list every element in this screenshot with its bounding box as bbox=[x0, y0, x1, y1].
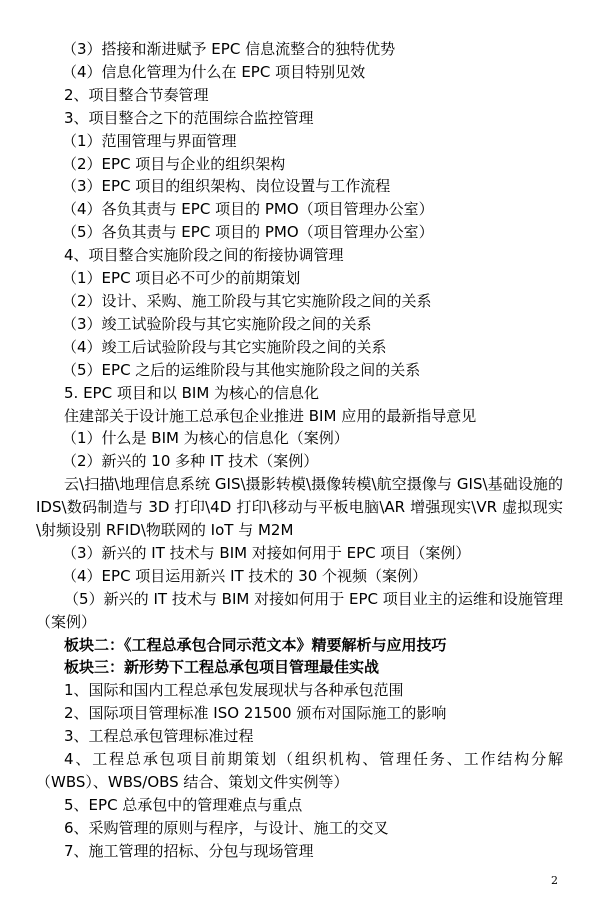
text-line: 2、项目整合节奏管理 bbox=[64, 85, 209, 104]
text-line: 5. EPC 项目和以 BIM 为核心的信息化 bbox=[64, 383, 320, 402]
text-line: （4）EPC 项目运用新兴 IT 技术的 30 个视频（案例） bbox=[62, 566, 428, 585]
text-line: （3）新兴的 IT 技术与 BIM 对接如何用于 EPC 项目（案例） bbox=[62, 543, 471, 562]
text-line: 5、EPC 总承包中的管理难点与重点 bbox=[64, 795, 303, 814]
text-line: （4）竣工后试验阶段与其它实施阶段之间的关系 bbox=[62, 337, 387, 356]
text-line: （3）EPC 项目的组织架构、岗位设置与工作流程 bbox=[62, 177, 391, 196]
text-line: （3）搭接和渐进赋予 EPC 信息流整合的独特优势 bbox=[62, 40, 396, 58]
section-heading: 板块二：《工程总承包合同示范文本》精要解析与应用技巧 bbox=[64, 635, 447, 654]
text-line: 7、施工管理的招标、分包与现场管理 bbox=[64, 841, 314, 860]
planning-paragraph: 4、工程总承包项目前期策划（组织机构、管理任务、工作结构分解（WBS）、WBS/OBS 结合、策划文件实例等） bbox=[36, 750, 563, 791]
text-line: （1）EPC 项目必不可少的前期策划 bbox=[62, 269, 301, 288]
text-line: （3）竣工试验阶段与其它实施阶段之间的关系 bbox=[62, 314, 372, 333]
bim-operations-paragraph: （5）新兴的 IT 技术与 BIM 对接如何用于 EPC 项目业主的运维和设施管理（案例） bbox=[36, 589, 563, 631]
text-line: （4）各负其责与 EPC 项目的 PMO（项目管理办公室） bbox=[62, 200, 434, 219]
text-line: （2）EPC 项目与企业的组织架构 bbox=[62, 154, 286, 173]
text-line: （1）什么是 BIM 为核心的信息化（案例） bbox=[62, 429, 349, 448]
text-line: 2、国际项目管理标准 ISO 21500 颁布对国际施工的影响 bbox=[64, 704, 447, 723]
text-line: 3、项目整合之下的范围综合监控管理 bbox=[64, 108, 314, 127]
text-line: （5）EPC 之后的运维阶段与其他实施阶段之间的关系 bbox=[62, 360, 421, 379]
text-line: （4）信息化管理为什么在 EPC 项目特别见效 bbox=[62, 62, 366, 81]
text-line: 4、项目整合实施阶段之间的衔接协调管理 bbox=[64, 246, 344, 265]
text-line: 6、采购管理的原则与程序，与设计、施工的交叉 bbox=[64, 818, 389, 837]
text-line: 3、工程总承包管理标准过程 bbox=[64, 727, 254, 746]
document-body bbox=[36, 38, 563, 863]
text-line: （2）设计、采购、施工阶段与其它实施阶段之间的关系 bbox=[62, 291, 432, 310]
it-technology-paragraph: 云\扫描\地理信息系统 GIS\摄影转模\摄像转模\航空摄像与 GIS\基础设施的 IDS\数码制造与 3D 打印\4D 打印\移动与平板电脑\AR 增强现实\VR 虚拟现实\射频设别 RFID\物联网的 IoT 与 M2M bbox=[36, 475, 563, 540]
text-line: 1、国际和国内工程总承包发展现状与各种承包范围 bbox=[64, 681, 404, 700]
text-line: （2）新兴的 10 多种 IT 技术（案例） bbox=[62, 452, 319, 471]
section-heading: 板块三：新形势下工程总承包项目管理最佳实战 bbox=[64, 658, 380, 677]
page-number: 2 bbox=[551, 874, 558, 887]
text-line: 住建部关于设计施工总承包企业推进 BIM 应用的最新指导意见 bbox=[64, 406, 477, 425]
text-line: （1）范围管理与界面管理 bbox=[62, 131, 237, 150]
text-line: （5）各负其责与 EPC 项目的 PMO（项目管理办公室） bbox=[62, 223, 434, 242]
